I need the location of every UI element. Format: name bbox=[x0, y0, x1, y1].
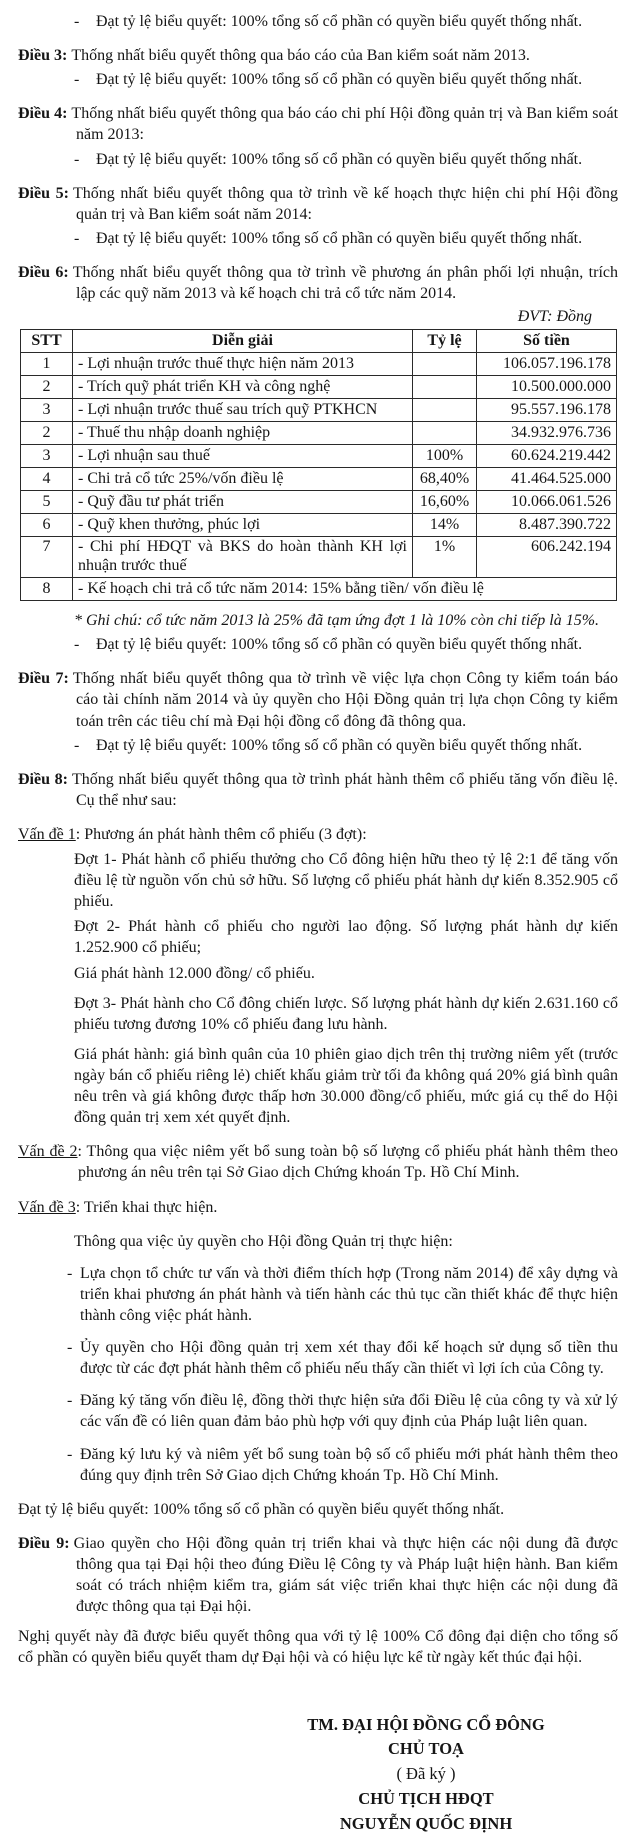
batch-price-dot-3: Giá phát hành: giá bình quân của 10 phiên giao dịch trên thị trường niêm yết (trước ngày bán cổ phiếu riêng lẻ) chiết khấu giảm trừ tối đa không quá 20% giá bình quân nêu trên và giá không được thấp hơn 30.000 đồng/cổ phiếu, mức giá cụ thể do Hội đồng quản trị xem xét quyết định. bbox=[74, 1045, 618, 1127]
cell-ratio: 100% bbox=[413, 445, 477, 468]
table-row bbox=[21, 422, 617, 445]
article-label: Điều 7: bbox=[18, 670, 69, 688]
cell-desc: - Trích quỹ phát triển KH và công nghệ bbox=[73, 376, 413, 399]
col-header-dien-giai: Diễn giải bbox=[73, 330, 413, 353]
article-label: Điều 8: bbox=[18, 770, 69, 788]
list-dash: - bbox=[74, 636, 80, 654]
table-row bbox=[21, 468, 617, 491]
article-label: Điều 5: bbox=[18, 184, 69, 202]
article-dieu-7 bbox=[18, 668, 618, 731]
signature-name: NGUYỄN QUỐC ĐỊNH bbox=[339, 1813, 513, 1833]
issue-text: : Thông qua việc niêm yết bổ sung toàn bộ số lượng cổ phiếu phát hành thêm theo phương án nêu trên tại Sở Giao dịch Chứng khoán Tp. Hồ Chí Minh. bbox=[77, 1143, 618, 1182]
article-text: Thống nhất biểu quyết thông qua báo cáo của Ban kiểm soát năm 2013. bbox=[71, 47, 530, 65]
issue-label: Vấn đề 2 bbox=[18, 1143, 78, 1161]
cell-ratio: 16,60% bbox=[413, 491, 477, 514]
list-dash: - bbox=[74, 229, 80, 247]
article-dieu-3 bbox=[18, 45, 618, 66]
vote-ratio-line bbox=[18, 69, 618, 90]
vote-ratio-text: Đạt tỷ lệ biểu quyết: 100% tổng số cổ phần có quyền biểu quyết thống nhất. bbox=[96, 636, 583, 654]
list-dash: - bbox=[67, 1264, 73, 1282]
vote-ratio-line bbox=[18, 634, 618, 655]
issue-label: Vấn đề 3 bbox=[18, 1198, 76, 1216]
cell-ratio bbox=[413, 399, 477, 422]
vote-ratio-line bbox=[18, 11, 618, 32]
cell-desc: - Lợi nhuận trước thuế thực hiện năm 2013 bbox=[73, 353, 413, 376]
table-row bbox=[21, 445, 617, 468]
table-row bbox=[21, 514, 617, 537]
col-header-stt: STT bbox=[21, 330, 73, 353]
cell-stt: 5 bbox=[21, 491, 73, 514]
table-row bbox=[21, 537, 617, 578]
list-dash: - bbox=[67, 1445, 73, 1463]
vote-ratio-text: Đạt tỷ lệ biểu quyết: 100% tổng số cổ phần có quyền biểu quyết thống nhất. bbox=[96, 736, 583, 754]
cell-stt: 3 bbox=[21, 445, 73, 468]
issue-van-de-1 bbox=[18, 824, 618, 845]
cell-ratio: 1% bbox=[413, 537, 477, 578]
delegation-intro: Thông qua việc ủy quyền cho Hội đồng Quản trị thực hiện: bbox=[74, 1232, 453, 1250]
delegation-item-text: Ủy quyền cho Hội đồng quản trị xem xét thay đổi kế hoạch sử dụng số tiền thu được từ các đợt phát hành thêm cổ phiếu nếu thấy cần thiết vì lợi ích của Công ty. bbox=[80, 1339, 618, 1378]
cell-stt: 1 bbox=[21, 353, 73, 376]
vote-ratio-line bbox=[18, 735, 618, 756]
cell-ratio bbox=[413, 422, 477, 445]
list-dash: - bbox=[74, 736, 80, 754]
issue-van-de-2 bbox=[18, 1141, 618, 1183]
delegation-item bbox=[18, 1390, 618, 1432]
cell-amount: 34.932.976.736 bbox=[477, 422, 617, 445]
cell-amount: 606.242.194 bbox=[477, 537, 617, 578]
col-header-ty-le: Tỷ lệ bbox=[413, 330, 477, 353]
signature-title: CHỦ TỊCH HĐQT bbox=[358, 1788, 494, 1808]
article-dieu-6 bbox=[18, 262, 618, 304]
cell-amount: 10.066.061.526 bbox=[477, 491, 617, 514]
cell-stt: 8 bbox=[21, 578, 73, 601]
vote-ratio-text: Đạt tỷ lệ biểu quyết: 100% tổng số cổ phần có quyền biểu quyết thống nhất. bbox=[96, 229, 583, 247]
article-dieu-5 bbox=[18, 183, 618, 225]
article-text: Thống nhất biểu quyết thông qua tờ trình về việc lựa chọn Công ty kiểm toán báo cáo tài chính năm 2014 và ủy quyền cho Hội Đồng quản trị lựa chọn Công ty kiểm toán trên các tiêu chí mà Đại hội đồng cổ đông đã thông qua. bbox=[72, 670, 619, 730]
article-label: Điều 3: bbox=[18, 47, 68, 65]
cell-amount: 106.057.196.178 bbox=[477, 353, 617, 376]
cell-desc: - Quỹ khen thưởng, phúc lợi bbox=[73, 514, 413, 537]
cell-desc: - Lợi nhuận sau thuế bbox=[73, 445, 413, 468]
cell-ratio: 14% bbox=[413, 514, 477, 537]
delegation-item-text: Đăng ký lưu ký và niêm yết bổ sung toàn bộ số cổ phiếu mới phát hành thêm theo đúng quy định trên Sở Giao dịch Chứng khoán Tp. Hồ Chí Minh. bbox=[80, 1445, 618, 1484]
batch-dot-1: Đợt 1- Phát hành cổ phiếu thưởng cho Cổ đông hiện hữu theo tỷ lệ 2:1 để tăng vốn điều lệ từ nguồn vốn chủ sở hữu. Số lượng cổ phiếu phát hành dự kiến 8.352.905 cổ phiếu. bbox=[74, 851, 618, 911]
table-header-row bbox=[21, 330, 617, 353]
cell-desc: - Quỹ đầu tư phát triển bbox=[73, 491, 413, 514]
signature-signed-note: ( Đã ký ) bbox=[396, 1764, 456, 1784]
cell-stt: 7 bbox=[21, 537, 73, 578]
delegation-item-text: Lựa chọn tổ chức tư vấn và thời điểm thích hợp (Trong năm 2014) để xây dựng và triển khai phương án phát hành và tiến hành các thủ tục cần thiết khác để thực hiện thành công việc phát hành. bbox=[80, 1264, 618, 1325]
signature-role: CHỦ TOẠ bbox=[388, 1739, 464, 1759]
cell-stt: 4 bbox=[21, 468, 73, 491]
delegation-item bbox=[18, 1337, 618, 1379]
batch-dot-3: Đợt 3- Phát hành cho Cổ đông chiến lược. Số lượng phát hành dự kiến 2.631.160 cổ phiếu tương đương 10% cổ phiếu đang lưu hành. bbox=[74, 994, 618, 1033]
issue-text: : Phương án phát hành thêm cổ phiếu (3 đợt): bbox=[75, 825, 367, 843]
cell-amount: 8.487.390.722 bbox=[477, 514, 617, 537]
issue-van-de-3 bbox=[18, 1197, 618, 1218]
article-label: Điều 6: bbox=[18, 263, 69, 281]
cell-amount: 41.464.525.000 bbox=[477, 468, 617, 491]
vote-ratio-text: Đạt tỷ lệ biểu quyết: 100% tổng số cổ phần có quyền biểu quyết thống nhất. bbox=[96, 71, 583, 89]
cell-ratio: 68,40% bbox=[413, 468, 477, 491]
cell-stt: 6 bbox=[21, 514, 73, 537]
table-row bbox=[21, 353, 617, 376]
article-dieu-9 bbox=[18, 1533, 618, 1617]
article-text: Thống nhất biểu quyết thông qua tờ trình phát hành thêm cổ phiếu tăng vốn điều lệ. Cụ thể như sau: bbox=[72, 770, 619, 809]
vote-ratio-text: Đạt tỷ lệ biểu quyết: 100% tổng số cổ phần có quyền biểu quyết thống nhất. bbox=[96, 13, 583, 30]
footnote-ghi-chu: * Ghi chú: cổ tức năm 2013 là 25% đã tạm ứng đợt 1 là 10% còn chi tiếp là 15%. bbox=[74, 612, 600, 630]
article-text: Thống nhất biểu quyết thông qua báo cáo chi phí Hội đồng quản trị và Ban kiểm soát năm 2013: bbox=[71, 105, 619, 144]
batch-dot-2: Đợt 2- Phát hành cổ phiếu cho người lao động. Số lượng phát hành dự kiến 1.252.900 cổ phiếu; bbox=[74, 918, 618, 957]
cell-desc: - Chi trả cổ tức 25%/vốn điều lệ bbox=[73, 468, 413, 491]
signature-block bbox=[252, 1713, 600, 1836]
cell-desc: - Kế hoạch chi trả cổ tức năm 2014: 15% bằng tiền/ vốn điều lệ bbox=[73, 578, 617, 601]
article-dieu-8 bbox=[18, 769, 618, 811]
col-header-so-tien: Số tiền bbox=[477, 330, 617, 353]
delegation-item bbox=[18, 1263, 618, 1326]
vote-ratio-line-final: Đạt tỷ lệ biểu quyết: 100% tổng số cổ phần có quyền biểu quyết thống nhất. bbox=[18, 1500, 505, 1518]
article-label: Điều 9: bbox=[18, 1534, 70, 1552]
article-text: Giao quyền cho Hội đồng quản trị triển khai và thực hiện các nội dung đã được thông qua tại Đại hội theo đúng Điều lệ Công ty và Pháp luật hiện hành. Ban kiểm soát có trách nhiệm kiểm tra, giám sát việc triển khai thực hiện các nội dung đã được thông qua tại Đại hội. bbox=[73, 1534, 618, 1616]
table-row bbox=[21, 578, 617, 601]
cell-desc: - Chi phí HĐQT và BKS do hoàn thành KH lợi nhuận trước thuế bbox=[73, 537, 413, 578]
list-dash: - bbox=[67, 1339, 73, 1357]
delegation-item bbox=[18, 1444, 618, 1486]
batch-price-dot-2: Giá phát hành 12.000 đồng/ cổ phiếu. bbox=[74, 964, 315, 982]
profit-allocation-table bbox=[20, 329, 617, 601]
signature-on-behalf: TM. ĐẠI HỘI ĐỒNG CỔ ĐÔNG bbox=[307, 1714, 545, 1734]
cell-ratio bbox=[413, 376, 477, 399]
article-text: Thống nhất biểu quyết thông qua tờ trình về kế hoạch thực hiện chi phí Hội đồng quản trị và Ban kiểm soát năm 2014: bbox=[72, 184, 619, 223]
table-row bbox=[21, 491, 617, 514]
delegation-item-text: Đăng ký tăng vốn điều lệ, đồng thời thực hiện sửa đổi Điều lệ của công ty và xử lý các vấn đề có liên quan đảm bảo phù hợp với quy định của Pháp luật liên quan. bbox=[80, 1392, 618, 1431]
article-text: Thống nhất biểu quyết thông qua tờ trình về phương án phân phối lợi nhuận, trích lập các quỹ năm 2013 và kế hoạch chi trả cổ tức năm 2014. bbox=[72, 263, 618, 303]
cell-desc: - Lợi nhuận trước thuế sau trích quỹ PTKHCN bbox=[73, 399, 413, 422]
vote-ratio-line bbox=[18, 149, 618, 170]
cell-desc: - Thuế thu nhập doanh nghiệp bbox=[73, 422, 413, 445]
list-dash: - bbox=[67, 1392, 73, 1410]
issue-label: Vấn đề 1 bbox=[18, 825, 76, 843]
table-row bbox=[21, 376, 617, 399]
cell-stt: 2 bbox=[21, 422, 73, 445]
vote-ratio-line bbox=[18, 228, 618, 249]
cell-stt: 3 bbox=[21, 399, 73, 422]
closing-statement: Nghị quyết này đã được biểu quyết thông qua với tỷ lệ 100% Cổ đông đại diện cho tổng số cổ phần có quyền biểu quyết tham dự Đại hội và có hiệu lực kể từ ngày kết thúc đại hội. bbox=[18, 1628, 618, 1667]
list-dash: - bbox=[74, 13, 80, 30]
cell-amount: 60.624.219.442 bbox=[477, 445, 617, 468]
list-dash: - bbox=[74, 71, 80, 89]
cell-ratio bbox=[413, 353, 477, 376]
article-label: Điều 4: bbox=[18, 105, 68, 123]
table-row bbox=[21, 399, 617, 422]
table-unit-note: ĐVT: Đồng bbox=[517, 308, 592, 326]
vote-ratio-text: Đạt tỷ lệ biểu quyết: 100% tổng số cổ phần có quyền biểu quyết thống nhất. bbox=[96, 150, 583, 168]
issue-text: : Triển khai thực hiện. bbox=[75, 1198, 218, 1216]
cell-amount: 95.557.196.178 bbox=[477, 399, 617, 422]
list-dash: - bbox=[74, 150, 80, 168]
cell-amount: 10.500.000.000 bbox=[477, 376, 617, 399]
cell-stt: 2 bbox=[21, 376, 73, 399]
article-dieu-4 bbox=[18, 103, 618, 145]
